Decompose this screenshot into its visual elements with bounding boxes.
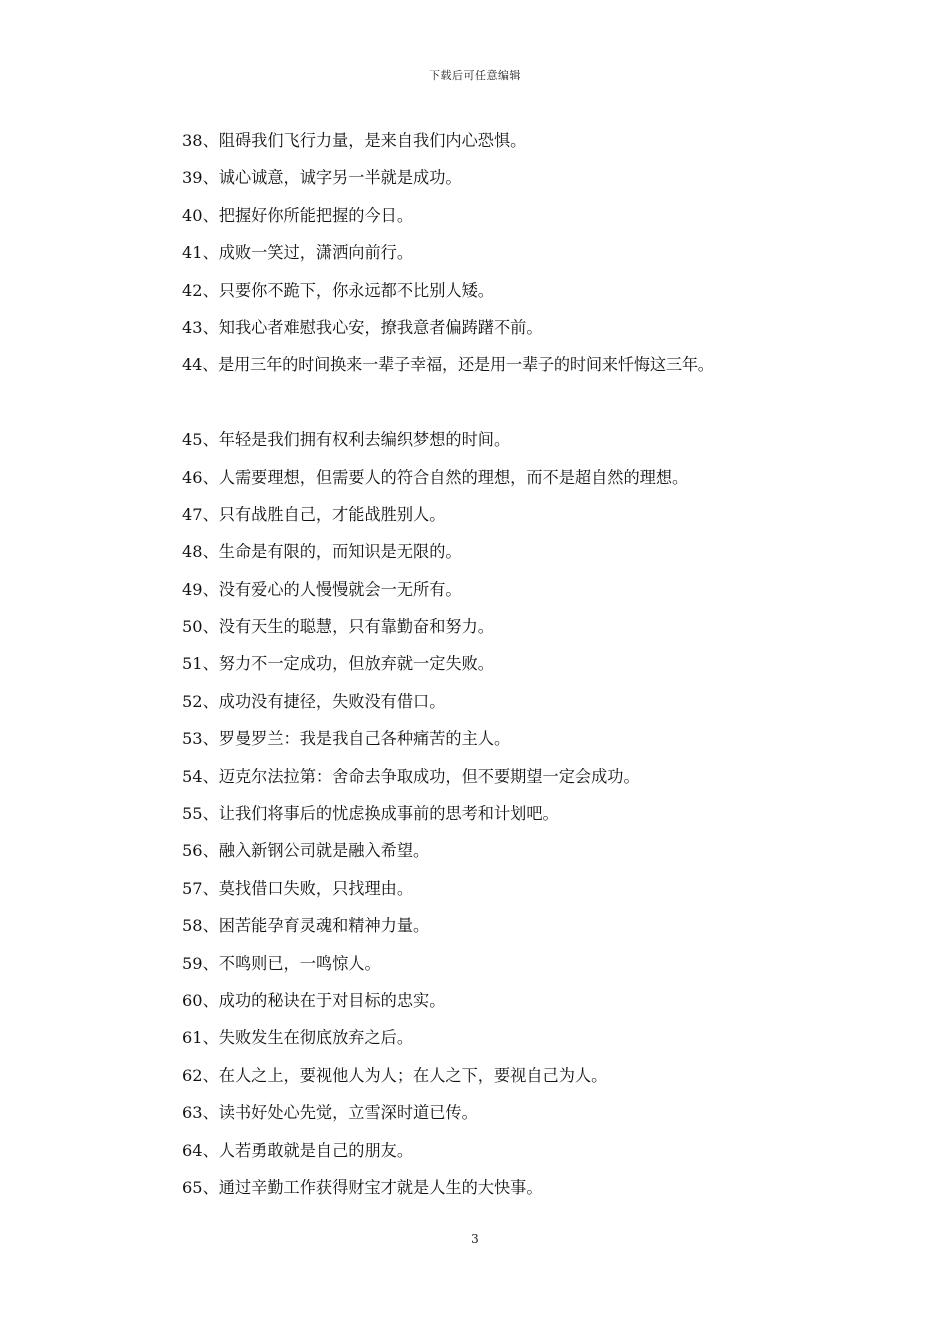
list-item: 41、成败一笑过，潇洒向前行。 xyxy=(182,243,414,263)
list-item: 49、没有爱心的人慢慢就会一无所有。 xyxy=(182,579,462,599)
list-item: 55、让我们将事后的忧虑换成事前的思考和计划吧。 xyxy=(182,804,559,824)
paragraph-gap xyxy=(182,384,882,421)
list-item: 65、通过辛勤工作获得财宝才就是人生的大快事。 xyxy=(182,1177,543,1197)
list-item: 63、读书好处心先觉，立雪深时道已传。 xyxy=(182,1103,478,1123)
page-number: 3 xyxy=(471,1232,479,1246)
list-item: 50、没有天生的聪慧，只有靠勤奋和努力。 xyxy=(182,617,494,637)
list-item: 39、诚心诚意，诚字另一半就是成功。 xyxy=(182,168,462,188)
list-item: 57、莫找借口失败，只找理由。 xyxy=(182,878,414,898)
list-item: 64、人若勇敢就是自己的朋友。 xyxy=(182,1140,414,1160)
list-item: 48、生命是有限的，而知识是无限的。 xyxy=(182,542,462,562)
list-item: 40、把握好你所能把握的今日。 xyxy=(182,205,414,225)
list-item: 38、阻碍我们飞行力量，是来自我们内心恐惧。 xyxy=(182,131,527,150)
list-item: 52、成功没有捷径，失败没有借口。 xyxy=(182,691,446,711)
list-item: 60、成功的秘诀在于对目标的忠实。 xyxy=(182,990,446,1010)
list-item: 44、是用三年的时间换来一辈子幸福，还是用一辈子的时间来忏悔这三年。 xyxy=(182,355,714,375)
list-item: 45、年轻是我们拥有权利去编织梦想的时间。 xyxy=(182,430,511,450)
list-item: 54、迈克尔法拉第：舍命去争取成功，但不要期望一定会成功。 xyxy=(182,766,640,786)
page-header: 下载后可任意编辑 xyxy=(429,69,521,82)
list-item: 58、困苦能孕育灵魂和精神力量。 xyxy=(182,916,430,936)
list-item: 61、失败发生在彻底放弃之后。 xyxy=(182,1028,414,1048)
list-item: 56、融入新钢公司就是融入希望。 xyxy=(182,841,430,861)
list-item: 42、只要你不跪下，你永远都不比别人矮。 xyxy=(182,280,494,300)
list-item: 53、罗曼罗兰：我是我自己各种痛苦的主人。 xyxy=(182,729,511,749)
list-item: 62、在人之上，要视他人为人；在人之下，要视自己为人。 xyxy=(182,1065,608,1085)
list-item: 59、不鸣则已，一鸣惊人。 xyxy=(182,953,381,973)
list-item: 43、知我心者难慰我心安，撩我意者偏踌躇不前。 xyxy=(182,317,543,337)
list-item: 46、人需要理想，但需要人的符合自然的理想，而不是超自然的理想。 xyxy=(182,467,689,487)
list-item: 47、只有战胜自己，才能战胜别人。 xyxy=(182,504,446,524)
list-item: 51、努力不一定成功，但放弃就一定失败。 xyxy=(182,654,494,674)
quote-list xyxy=(182,122,882,1206)
